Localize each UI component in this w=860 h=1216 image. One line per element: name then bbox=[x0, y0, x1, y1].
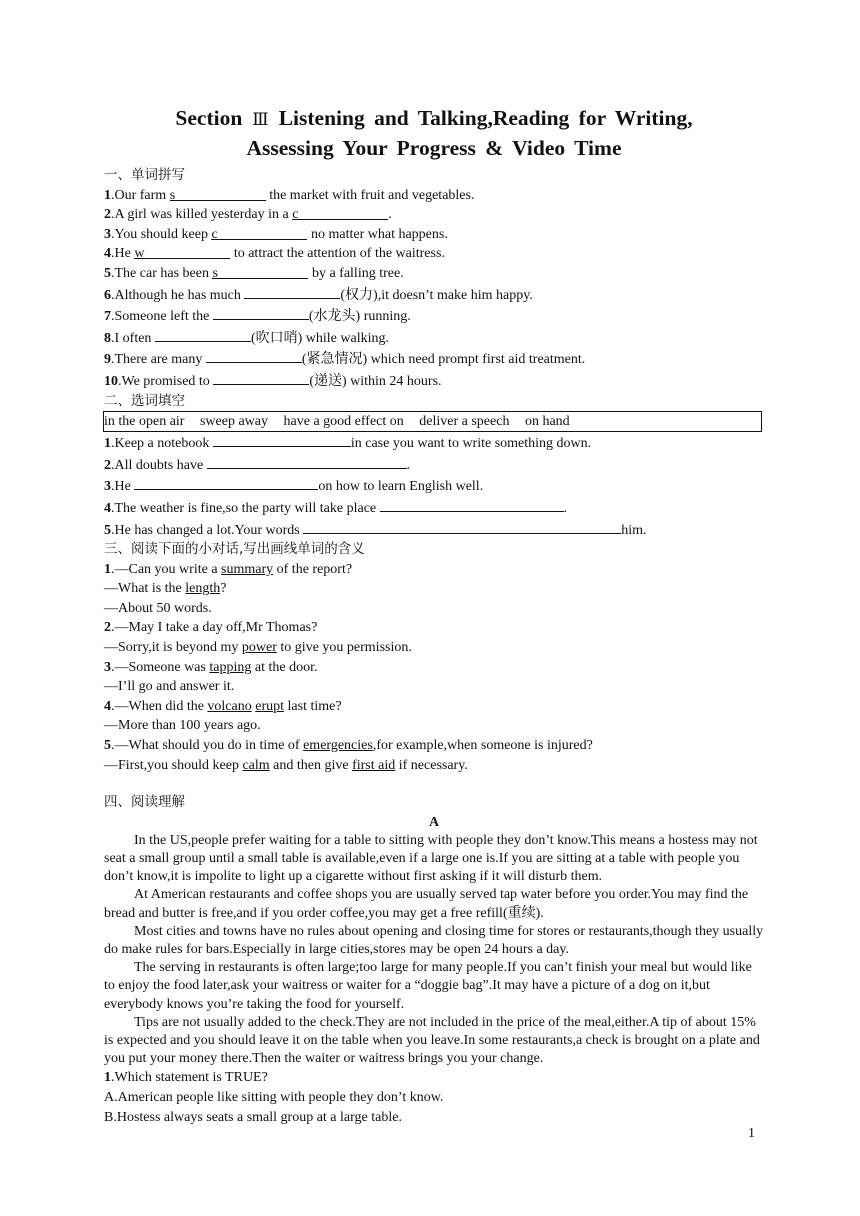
text: to give you permission. bbox=[276, 640, 412, 656]
item-text: (权力),it doesn’t make him happy. bbox=[340, 287, 533, 303]
spelling-item bbox=[104, 205, 764, 225]
title-line-2: Assessing Your Progress & Video Time bbox=[246, 136, 622, 160]
item-text: to attract the attention of the waitress. bbox=[230, 246, 445, 262]
dialogue-line bbox=[104, 579, 764, 599]
item-number: 1 bbox=[104, 1070, 111, 1086]
option-a[interactable]: A.American people like sitting with people they don’t know. bbox=[104, 1090, 444, 1106]
item-number: 1 bbox=[104, 561, 111, 577]
hint-letter: c bbox=[292, 207, 299, 223]
item-number: 2 bbox=[104, 620, 111, 636]
item-text: on how to learn English well. bbox=[318, 479, 484, 495]
answer-blank[interactable] bbox=[213, 370, 309, 385]
answer-blank[interactable] bbox=[292, 205, 388, 223]
dialogue-line bbox=[104, 638, 764, 658]
item-number: 3 bbox=[104, 659, 111, 675]
spelling-item bbox=[104, 244, 764, 264]
text: last time? bbox=[284, 698, 342, 714]
fill-in-item bbox=[104, 432, 764, 454]
spelling-item bbox=[104, 284, 764, 306]
answer-blank[interactable] bbox=[134, 244, 230, 262]
phrase-item: in the open air bbox=[104, 414, 185, 430]
text: ? bbox=[220, 581, 227, 597]
spelling-item bbox=[104, 370, 764, 392]
item-text: .We promised to bbox=[118, 373, 214, 389]
hint-letter: w bbox=[134, 246, 145, 262]
item-text: . bbox=[388, 207, 392, 223]
text: .—When did the bbox=[111, 698, 208, 714]
answer-blank[interactable] bbox=[213, 305, 309, 320]
spelling-item bbox=[104, 186, 764, 206]
item-text: (紧急情况) which need prompt first aid treatment. bbox=[301, 352, 586, 368]
item-text: .There are many bbox=[111, 352, 206, 368]
fill-in-item bbox=[104, 497, 764, 519]
spelling-item bbox=[104, 305, 764, 327]
hint-letter: s bbox=[212, 265, 218, 281]
item-text: .Someone left the bbox=[111, 309, 213, 325]
fill-in-item bbox=[104, 519, 764, 541]
page-number: 1 bbox=[748, 1126, 755, 1141]
text: .—What should you do in time of bbox=[111, 738, 304, 754]
passage-paragraph: At American restaurants and coffee shops you are usually served tap water before you order.You may find the bread and butter is free,and if you order coffee,you may get a free refill(重续). bbox=[104, 887, 749, 921]
dialogue-line bbox=[104, 658, 764, 678]
dialogue-line bbox=[104, 756, 764, 776]
item-text: .He has changed a lot.Your words bbox=[111, 522, 304, 538]
item-number: 5 bbox=[104, 265, 111, 281]
item-text: . bbox=[406, 457, 411, 473]
item-text: .I often bbox=[111, 330, 155, 346]
item-text: (水龙头) running. bbox=[308, 309, 411, 325]
passage-paragraph: Tips are not usually added to the check.They are not included in the price of the meal,either.A tip of about 15% is expected and you should leave it on the table when you leave.In some restaurants,a check is brought on a plate and you put your money there.Then the waiter or waitress brings you your change. bbox=[104, 1014, 760, 1067]
answer-blank[interactable] bbox=[303, 519, 621, 534]
underlined-word: volcano bbox=[207, 698, 252, 714]
item-text: in case you want to write something down. bbox=[350, 436, 592, 452]
text: and then give bbox=[269, 757, 353, 773]
answer-blank[interactable] bbox=[380, 497, 564, 512]
spelling-item bbox=[104, 264, 764, 284]
text: —What is the bbox=[104, 581, 186, 597]
answer-blank[interactable] bbox=[155, 327, 251, 342]
item-number: 6 bbox=[104, 287, 111, 303]
question bbox=[104, 1068, 764, 1088]
item-text: (吹口哨) while walking. bbox=[250, 330, 389, 346]
answer-blank[interactable] bbox=[213, 432, 351, 447]
passage-paragraph: Most cities and towns have no rules about opening and closing time for stores or restaurants,though they usually do make rules for bars.Especially in large cities,stores may be open 24 hours a day. bbox=[104, 923, 764, 958]
item-text: the market with fruit and vegetables. bbox=[265, 187, 475, 203]
underlined-word: power bbox=[241, 640, 277, 656]
item-text: by a falling tree. bbox=[308, 265, 404, 281]
item-number: 4 bbox=[104, 698, 111, 714]
page-title bbox=[104, 104, 764, 162]
passage-paragraph: The serving in restaurants is often large;too large for many people.If you can’t finish your meal but would like to enjoy the food later,ask your waitress or waiter for a “doggie bag”.It may have a picture of a dog on it,but everybody knows you’re taking the food for yourself. bbox=[104, 960, 752, 1012]
item-text: (递送) within 24 hours. bbox=[309, 373, 442, 389]
part2-heading: 二、选词填空 bbox=[104, 392, 185, 409]
text: —Sorry,it is beyond my bbox=[104, 640, 242, 656]
option-b[interactable]: B.Hostess always seats a small group at a large table. bbox=[104, 1109, 402, 1125]
dialogue-line: —About 50 words. bbox=[104, 600, 212, 616]
item-text: .The weather is fine,so the party will take place bbox=[111, 500, 380, 516]
item-number: 9 bbox=[104, 352, 111, 368]
text: .—May I take a day off,Mr Thomas? bbox=[111, 620, 318, 636]
fill-in-item bbox=[104, 454, 764, 476]
item-number: 1 bbox=[104, 187, 111, 203]
item-text: .Although he has much bbox=[111, 287, 245, 303]
item-number: 7 bbox=[104, 309, 111, 325]
underlined-word: length bbox=[185, 581, 221, 597]
spacer bbox=[104, 775, 764, 793]
answer-blank[interactable] bbox=[170, 186, 266, 201]
answer-blank[interactable] bbox=[211, 225, 307, 240]
underlined-word: calm bbox=[242, 757, 270, 773]
item-text: .Keep a notebook bbox=[111, 436, 213, 452]
item-text: .He bbox=[111, 479, 135, 495]
text: —First,you should keep bbox=[104, 757, 243, 773]
part3-heading: 三、阅读下面的小对话,写出画线单词的含义 bbox=[104, 541, 365, 558]
item-number: 5 bbox=[104, 522, 111, 538]
part1-list bbox=[104, 186, 764, 392]
item-number: 3 bbox=[104, 479, 111, 495]
hint-letter: c bbox=[211, 226, 218, 242]
answer-blank[interactable] bbox=[206, 348, 302, 363]
dialogue-line bbox=[104, 697, 764, 717]
answer-blank[interactable] bbox=[244, 284, 340, 299]
item-number: 3 bbox=[104, 226, 111, 242]
question-text: .Which statement is TRUE? bbox=[111, 1070, 268, 1086]
passage-label: A bbox=[428, 814, 440, 830]
item-number: 2 bbox=[104, 207, 111, 223]
answer-blank[interactable] bbox=[134, 475, 318, 490]
item-text: him. bbox=[621, 522, 647, 538]
item-number: 4 bbox=[104, 500, 111, 516]
underlined-word: emergencies bbox=[303, 738, 373, 754]
underlined-word: first aid bbox=[352, 757, 396, 773]
fill-in-item bbox=[104, 475, 764, 497]
text: ,for example,when someone is injured? bbox=[372, 738, 593, 754]
dialogue-line bbox=[104, 736, 764, 756]
dialogue-line: —More than 100 years ago. bbox=[104, 718, 261, 734]
phrase-item: sweep away bbox=[199, 414, 269, 430]
phrase-item: have a good effect on bbox=[283, 414, 404, 430]
underlined-word: summary bbox=[221, 561, 274, 577]
dialogue-line bbox=[104, 618, 764, 638]
phrase-item: deliver a speech bbox=[419, 414, 510, 430]
item-text: .He bbox=[111, 246, 135, 262]
underlined-word: erupt bbox=[255, 698, 285, 714]
item-text: .All doubts have bbox=[111, 457, 207, 473]
dialogue-line bbox=[104, 560, 764, 580]
text: .—Someone was bbox=[111, 659, 210, 675]
underlined-word: tapping bbox=[209, 659, 252, 675]
phrase-box bbox=[103, 411, 762, 432]
item-text: .You should keep bbox=[111, 226, 212, 242]
part1-heading: 一、单词拼写 bbox=[104, 167, 185, 183]
item-text: no matter what happens. bbox=[307, 226, 448, 242]
passage-paragraph: In the US,people prefer waiting for a table to sitting with people they don’t know.This means a hostess may not seat a small group until a small table is available,even if a large one is.If you are sitting at a table with people you don’t know,it is impolite to light up a cigarette without first asking if it will disturb them. bbox=[104, 832, 758, 885]
part2-list bbox=[104, 432, 764, 540]
spelling-item bbox=[104, 348, 764, 370]
item-number: 8 bbox=[104, 330, 111, 346]
item-number: 2 bbox=[104, 457, 111, 473]
text: .—Can you write a bbox=[111, 561, 222, 577]
text: of the report? bbox=[273, 561, 353, 577]
title-line1-rest: Listening and Talking,Reading for Writing, bbox=[278, 106, 693, 130]
dialogue-line: —I’ll go and answer it. bbox=[104, 679, 235, 695]
text: at the door. bbox=[251, 659, 318, 675]
item-text: .The car has been bbox=[111, 265, 213, 281]
answer-blank[interactable] bbox=[212, 264, 308, 279]
item-number: 5 bbox=[104, 738, 111, 754]
title-roman: Ⅲ bbox=[252, 110, 269, 130]
part4-heading: 四、阅读理解 bbox=[104, 794, 185, 811]
title-prefix: Section bbox=[175, 106, 243, 130]
item-number: 10 bbox=[104, 373, 118, 389]
hint-letter: s bbox=[169, 187, 176, 203]
item-text: .Our farm bbox=[111, 187, 170, 203]
item-number: 4 bbox=[104, 246, 111, 262]
item-text: . bbox=[563, 500, 568, 516]
item-number: 1 bbox=[104, 436, 111, 452]
title-line-1 bbox=[104, 104, 764, 134]
worksheet-page bbox=[104, 104, 764, 1127]
phrase-item: on hand bbox=[524, 414, 570, 430]
text: if necessary. bbox=[395, 757, 468, 773]
item-text: .A girl was killed yesterday in a bbox=[111, 207, 293, 223]
spelling-item bbox=[104, 225, 764, 245]
spelling-item bbox=[104, 327, 764, 349]
answer-blank[interactable] bbox=[207, 454, 407, 469]
